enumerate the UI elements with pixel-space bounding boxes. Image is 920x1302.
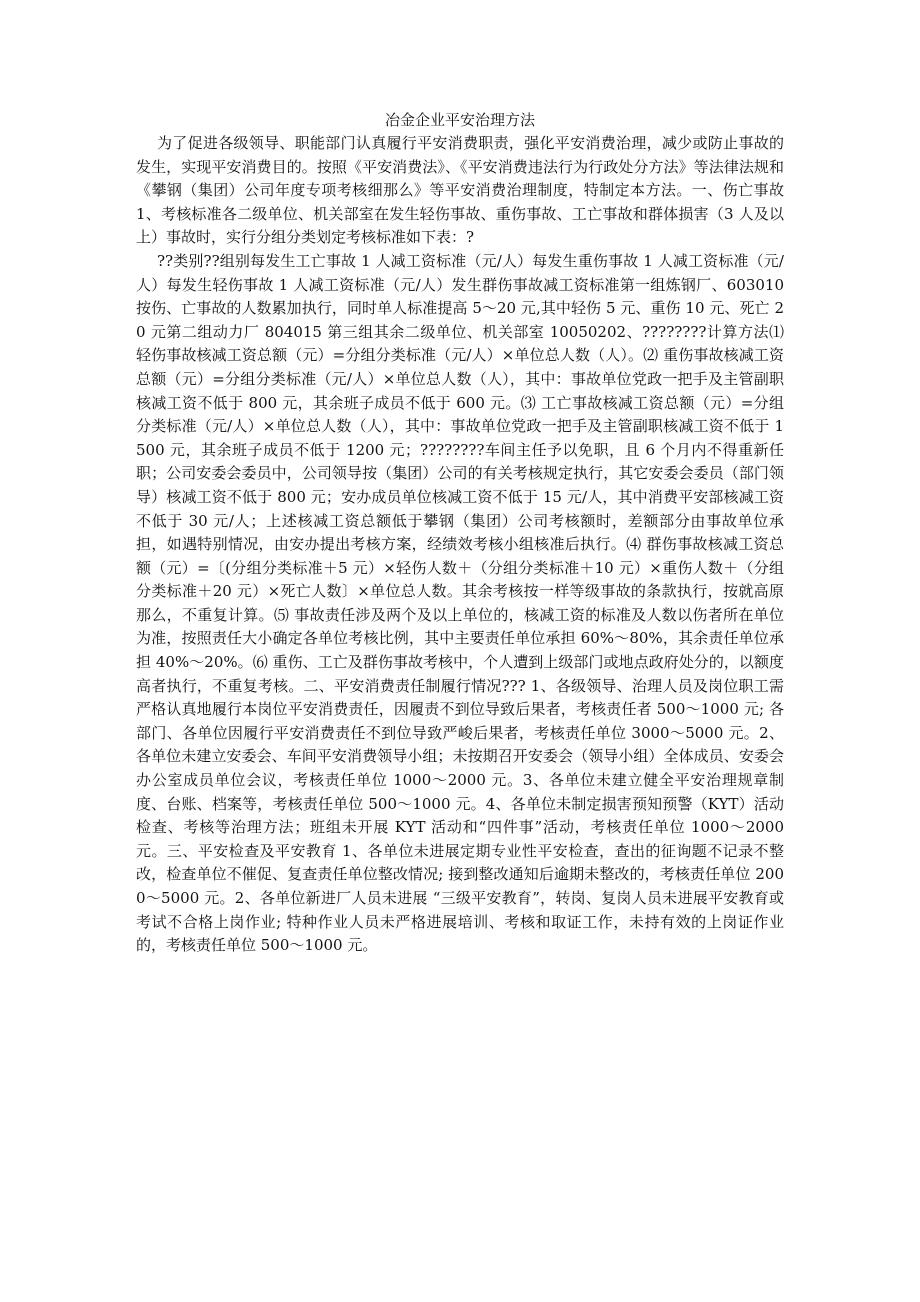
paragraph-intro: 为了促进各级领导、职能部门认真履行平安消费职责，强化平安消费治理，减少或防止事故的发生，实现平安消费目的。按照《平安消费法》、《平安消费违法行为行政处分方法》等法律法规和《攀钢（集团）公司年度专项考核细那么》等平安消费治理制度，特制定本方法。一、伤亡事故 1、考核标准各二级单位、机关部室在发生轻伤事故、重伤事故、工亡事故和群体损害（3 人及以上）事故时，实行分组分类划定考核标准如下表：? <box>136 134 784 247</box>
document-title: 冶金企业平安治理方法 <box>384 111 535 129</box>
document-body <box>136 132 784 958</box>
document-page <box>136 108 784 958</box>
paragraph-main: ??类别??组别每发生工亡事故 1 人减工资标准（元/人）每发生重伤事故 1 人减工资标准（元/人）每发生轻伤事故 1 人减工资标准（元/人）发生群伤事故减工资标准第一组炼钢厂、603010 按伤、亡事故的人数累加执行，同时单人标准提高 5～20 元,其中轻伤 5 元、重伤 10 元、死亡 20 元第二组动力厂 804015 第三组其余二级单位、机关部室 10050202、????????计算方法⑴ 轻伤事故核减工资总额（元）=分组分类标准（元/人）×单位总人数（人）。⑵ 重伤事故核减工资总额（元）=分组分类标准（元/人）×单位总人数（人），其中：事故单位党政一把手及主管副职核减工资不低于 800 元，其余班子成员不低于 600 元。⑶ 工亡事故核减工资总额（元）=分组分类标准（元/人）×单位总人数（人），其中：事故单位党政一把手及主管副职核减工资不低于 1500 元，其余班子成员不低于 1200 元；????????车间主任予以免职，且 6 个月内不得重新任职；公司安委会委员中，公司领导按（集团）公司的有关考核规定执行，其它安委会委员（部门领导）核减工资不低于 800 元；安办成员单位核减工资不低于 15 元/人，其中消费平安部核减工资不低于 30 元/人；上述核减工资总额低于攀钢（集团）公司考核额时，差额部分由事故单位承担，如遇特别情况，由安办提出考核方案，经绩效考核小组核准后执行。⑷ 群伤事故核减工资总额（元）=〔(分组分类标准＋5 元）×轻伤人数＋（分组分类标准＋10 元）×重伤人数＋（分组分类标准＋20 元）×死亡人数〕×单位总人数。其余考核按一样等级事故的条款执行，按就高原那么，不重复计算。⑸ 事故责任涉及两个及以上单位的，核减工资的标准及人数以伤者所在单位为准，按照责任大小确定各单位考核比例，其中主要责任单位承担 60%～80%，其余责任单位承担 40%～20%。⑹ 重伤、工亡及群伤事故考核中，个人遭到上级部门或地点政府处分的，以额度高者执行，不重复考核。二、平安消费责任制履行情况??? 1、各级领导、治理人员及岗位职工需严格认真地履行本岗位平安消费责任，因履责不到位导致后果者，考核责任者 500～1000 元; 各部门、各单位因履行平安消费责任不到位导致严峻后果者，考核责任单位 3000～5000 元。2、各单位未建立安委会、车间平安消费领导小组；未按期召开安委会（领导小组）全体成员、安委会办公室成员单位会议，考核责任单位 1000～2000 元。3、各单位未建立健全平安治理规章制度、台账、档案等，考核责任单位 500～1000 元。4、各单位未制定损害预知预警（KYT）活动检查、考核等治理方法；班组未开展 KYT 活动和“四件事”活动，考核责任单位 1000～2000 元。三、平安检查及平安教育 1、各单位未进展定期专业性平安检查，查出的征询题不记录不整改，检查单位不催促、复查责任单位整改情况; 接到整改通知后逾期未整改的，考核责任单位 2000～5000 元。2、各单位新进厂人员未进展 “三级平安教育”，转岗、复岗人员未进展平安教育或考试不合格上岗作业; 特种作业人员未严格进展培训、考核和取证工作，未持有效的上岗证作业的，考核责任单位 500～1000 元。 <box>136 251 784 955</box>
